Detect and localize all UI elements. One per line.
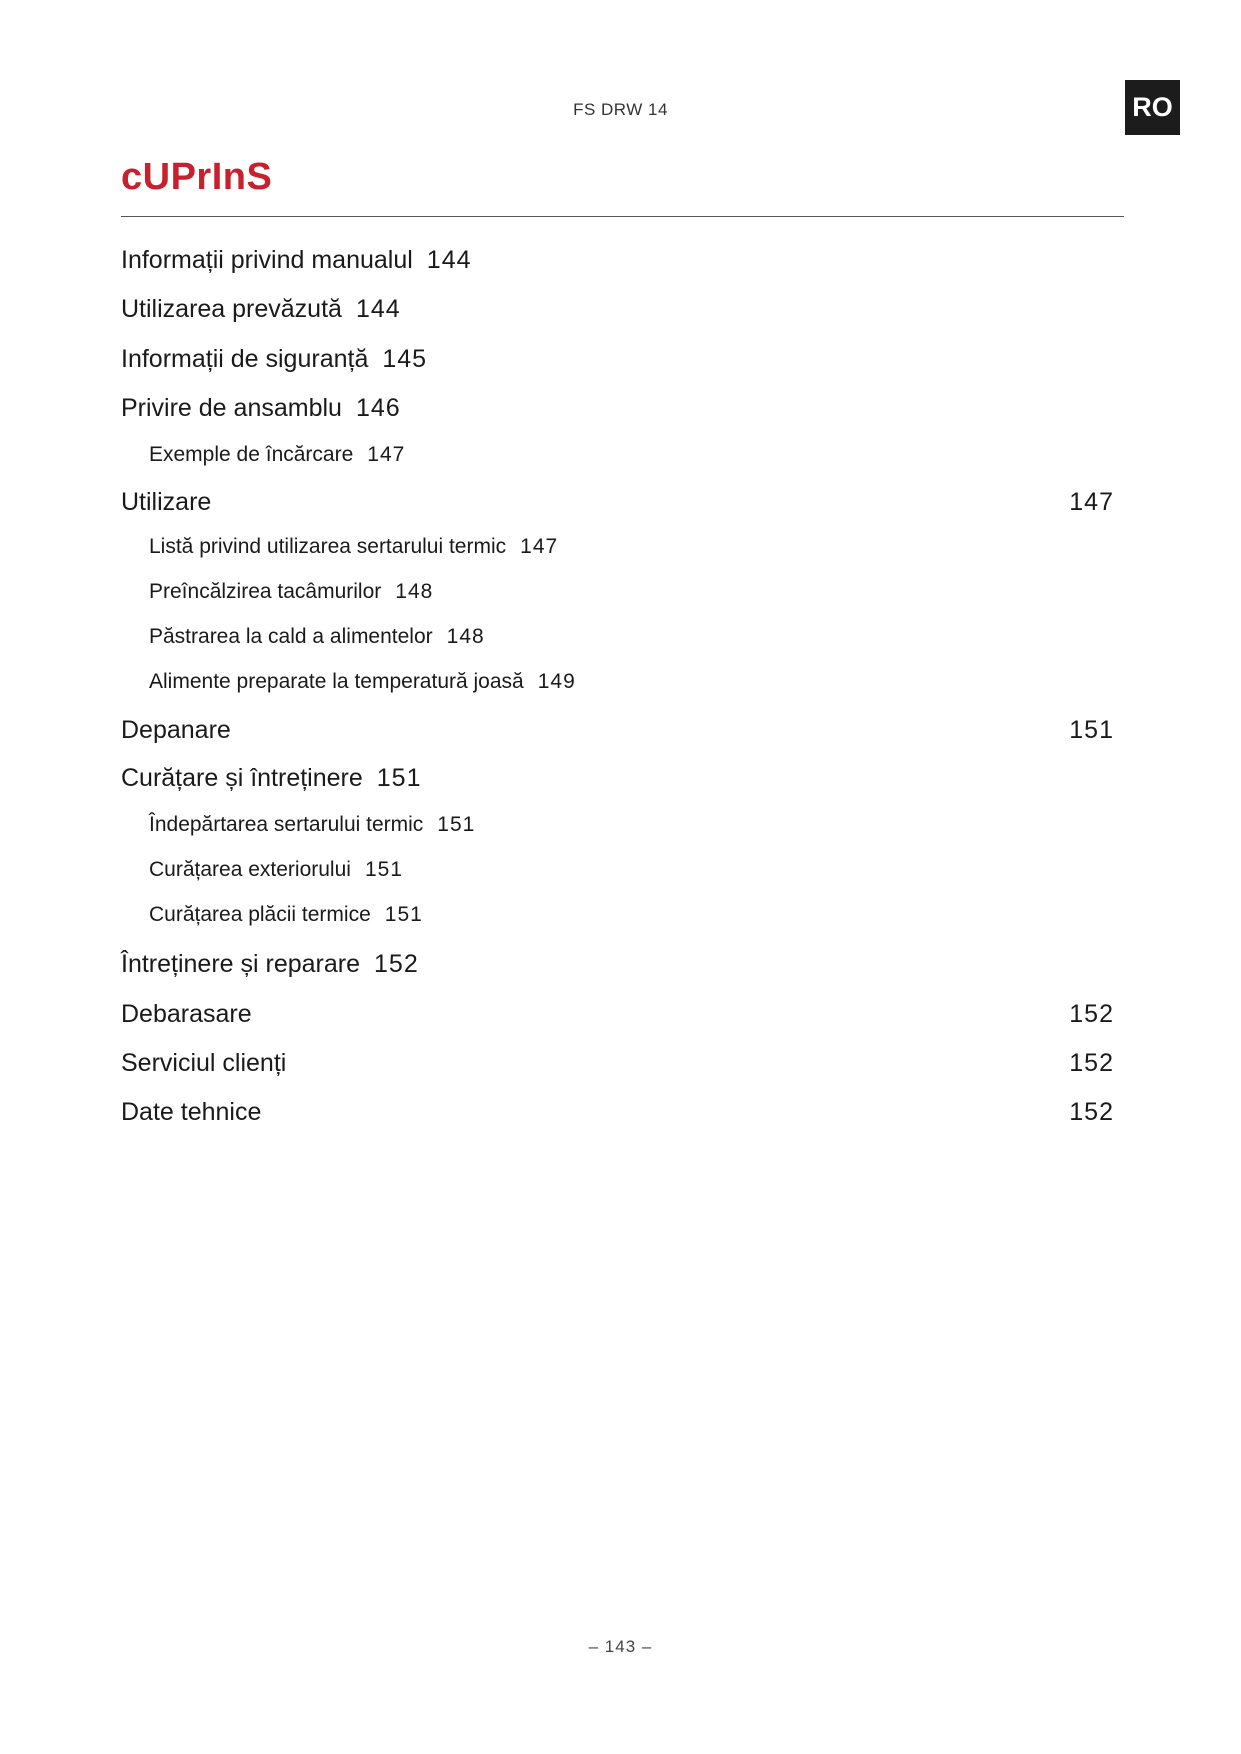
toc-entry-page: 151 — [437, 813, 476, 836]
toc-entry-title: Întreținere și reparare — [121, 950, 361, 978]
toc-entry[interactable] — [149, 670, 1142, 694]
toc-entry-title: Depanare — [121, 716, 231, 744]
toc-entry-title: Privire de ansamblu — [121, 394, 342, 422]
toc-entry[interactable] — [149, 858, 1142, 882]
toc-entry[interactable] — [149, 580, 1142, 604]
toc-entry[interactable] — [121, 295, 1114, 324]
toc-entry-title: Alimente preparate la temperatură joasă — [149, 670, 524, 693]
toc-entry[interactable] — [149, 625, 1142, 649]
toc-entry[interactable] — [149, 903, 1142, 927]
toc-entry-page: 144 — [426, 246, 472, 274]
toc-entry[interactable] — [121, 1098, 1114, 1127]
toc-entry[interactable] — [121, 716, 1114, 745]
toc-entry[interactable] — [149, 813, 1142, 837]
page-title: cUPrInS — [121, 156, 273, 198]
language-badge: RO — [1125, 80, 1180, 135]
toc-entry[interactable] — [121, 345, 1114, 374]
toc-entry-title: Curățare și întreținere — [121, 764, 363, 792]
model-header: FS DRW 14 — [573, 100, 668, 119]
toc-entry-title: Utilizarea prevăzută — [121, 295, 342, 323]
toc-entry-title: Preîncălzirea tacâmurilor — [149, 580, 382, 603]
toc-entry-page: 147 — [1069, 488, 1114, 516]
toc-entry-page: 147 — [520, 535, 559, 558]
toc-entry[interactable] — [121, 1049, 1114, 1078]
toc-entry[interactable] — [121, 488, 1114, 517]
toc-entry-title: Informații privind manualul — [121, 246, 413, 274]
toc-entry-title: Date tehnice — [121, 1098, 262, 1126]
toc-entry[interactable] — [121, 394, 1114, 423]
toc-entry-page: 151 — [376, 764, 422, 792]
toc-entry-page: 148 — [446, 625, 485, 648]
toc-entry-page: 149 — [537, 670, 576, 693]
toc-entry-page: 144 — [355, 295, 401, 323]
toc-entry-title: Utilizare — [121, 488, 212, 516]
toc-entry-title: Exemple de încărcare — [149, 443, 354, 466]
toc-entry-page: 145 — [382, 345, 428, 373]
toc-entry-page: 147 — [367, 443, 406, 466]
toc-entry[interactable] — [121, 1000, 1114, 1029]
toc-entry[interactable] — [149, 535, 1142, 559]
toc-entry-page: 148 — [395, 580, 434, 603]
toc-entry-title: Păstrarea la cald a alimentelor — [149, 625, 433, 648]
toc-entry-page: 151 — [364, 858, 403, 881]
toc-entry-page: 152 — [1069, 1049, 1114, 1077]
title-divider — [121, 216, 1124, 217]
toc-entry[interactable] — [121, 764, 1114, 793]
toc-entry-page: 151 — [384, 903, 423, 926]
toc-entry-title: Informații de siguranță — [121, 345, 369, 373]
toc-entry[interactable] — [121, 246, 1114, 275]
toc-entry[interactable] — [121, 950, 1114, 979]
page-number: – 143 – — [588, 1637, 653, 1656]
toc-entry-title: Curățarea plăcii termice — [149, 903, 371, 926]
toc-entry-title: Serviciul clienți — [121, 1049, 287, 1077]
toc-entry-page: 151 — [1069, 716, 1114, 744]
toc-entry-title: Îndepărtarea sertarului termic — [149, 813, 424, 836]
toc-entry[interactable] — [149, 443, 1142, 467]
toc-entry-page: 152 — [1069, 1000, 1114, 1028]
toc-entry-title: Debarasare — [121, 1000, 252, 1028]
toc-entry-title: Curățarea exteriorului — [149, 858, 351, 881]
toc-entry-page: 152 — [1069, 1098, 1114, 1126]
toc-entry-page: 146 — [355, 394, 401, 422]
toc-entry-page: 152 — [374, 950, 419, 978]
toc-entry-title: Listă privind utilizarea sertarului termic — [149, 535, 507, 558]
